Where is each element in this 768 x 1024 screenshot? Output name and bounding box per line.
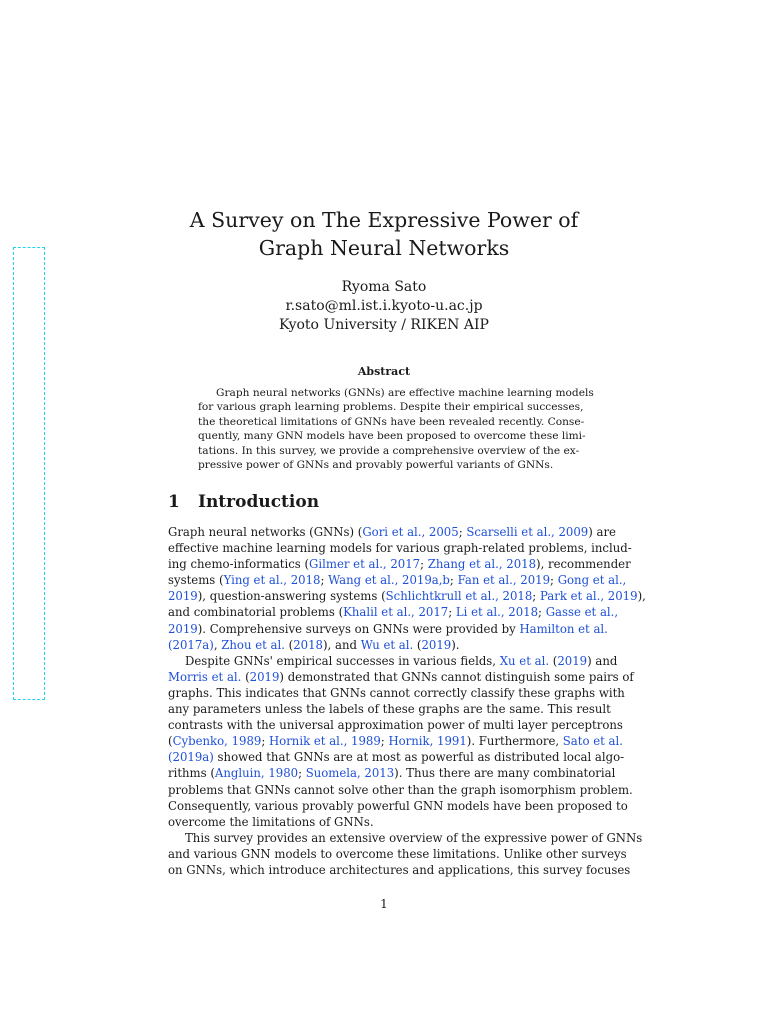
citation-link[interactable]: Wu et al. [360, 637, 414, 652]
citation-link[interactable]: Hornik et al., 1989 [268, 734, 381, 749]
body-text: ; [538, 605, 546, 620]
abstract-heading: Abstract [357, 365, 411, 378]
body-text: and combinatorial problems ( [168, 605, 344, 620]
body-text: ). Furthermore, [466, 734, 563, 749]
abstract-line: tations. In this survey, we provide a comprehensive overview of the ex- [198, 444, 580, 457]
citation-link[interactable]: Hornik, 1991 [388, 734, 467, 749]
body-text: ). Comprehensive surveys on GNNs were provided by [197, 621, 520, 636]
body-text: ), and [323, 637, 361, 652]
author-email: r.sato@ml.ist.i.kyoto-u.ac.jp [285, 298, 483, 314]
body-line [168, 830, 643, 846]
body-line [168, 749, 625, 765]
introduction-text [168, 524, 646, 878]
body-text: effective machine learning models for various graph-related problems, includ- [168, 541, 632, 556]
citation-link[interactable]: 2019 [168, 589, 198, 604]
body-line [168, 733, 623, 749]
body-text: ; [532, 589, 540, 604]
body-line [168, 846, 627, 862]
body-text: any parameters unless the labels of these graphs are the same. This result [168, 702, 611, 717]
body-text: Despite GNNs' empirical successes in various fields, [185, 653, 500, 668]
page-number: 1 [380, 897, 388, 911]
citation-link[interactable]: Morris et al. [168, 669, 242, 684]
citation-link[interactable]: (2019a) [168, 750, 214, 765]
body-text: ( [413, 637, 422, 652]
body-text: ), question-answering systems ( [197, 589, 386, 604]
citation-link[interactable]: Park et al., 2019 [539, 589, 638, 604]
body-text: ; [261, 734, 269, 749]
citation-link[interactable]: Ying et al., 2018 [223, 573, 321, 588]
body-line [168, 637, 600, 653]
citation-link[interactable]: Li et al., 2018 [455, 605, 539, 620]
citation-link[interactable]: Schlichtkrull et al., 2018 [385, 589, 533, 604]
paper-title [168, 206, 600, 262]
body-text: ). [451, 637, 460, 652]
paper-title-line-2: Graph Neural Networks [258, 236, 510, 260]
body-text: ; [449, 573, 458, 588]
body-text: ; [448, 605, 456, 620]
citation-link[interactable]: Gilmer et al., 2017 [309, 557, 421, 572]
abstract-line: for various graph learning problems. Despite their empirical successes, [198, 401, 584, 414]
body-line [168, 814, 600, 830]
body-line [168, 572, 627, 588]
body-text: ; [420, 557, 428, 572]
abstract-line: Graph neural networks (GNNs) are effective machine learning models [216, 387, 594, 399]
citation-link[interactable]: Xu et al. [499, 653, 550, 668]
abstract-line: the theoretical limitations of GNNs have been revealed recently. Conse- [198, 415, 585, 428]
body-text: ; [298, 766, 306, 781]
citation-link[interactable]: Gong et al., [557, 573, 627, 588]
body-text: ) and [587, 653, 618, 668]
body-text: ( [168, 734, 173, 749]
citation-link[interactable]: 2019 [249, 669, 280, 684]
body-text: ; [380, 734, 389, 749]
citation-link[interactable]: Hamilton et al. [519, 621, 608, 636]
body-text: graphs. This indicates that GNNs cannot correctly classify these graphs with [168, 685, 625, 700]
author-affiliation: Kyoto University / RIKEN AIP [279, 317, 489, 333]
body-line [168, 782, 633, 798]
citation-link[interactable]: Wang et al., 2019a,b [328, 573, 450, 588]
citation-link[interactable]: Suomela, 2013 [305, 766, 395, 781]
body-text: ing chemo-informatics ( [168, 557, 310, 572]
body-text: problems that GNNs cannot solve other than the graph isomorphism problem. [168, 782, 633, 797]
citation-link[interactable]: Khalil et al., 2017 [343, 605, 449, 620]
section-number: 1 [168, 492, 180, 512]
body-line [168, 524, 616, 540]
body-text: ). Thus there are many combinatorial [394, 766, 616, 781]
body-text: showed that GNNs are at most as powerful as distributed local algo- [213, 750, 625, 765]
citation-link[interactable]: Cybenko, 1989 [172, 734, 262, 749]
body-text: on GNNs, which introduce architectures and applications, this survey focuses [168, 862, 631, 877]
paper-title-line-1: A Survey on The Expressive Power of [189, 208, 579, 232]
body-line [168, 653, 618, 669]
citation-link[interactable]: 2019 [168, 621, 198, 636]
body-text: ( [549, 653, 558, 668]
citation-link[interactable]: 2018 [293, 637, 323, 652]
body-line [168, 621, 608, 637]
body-text: contrasts with the universal approximation power of multi layer perceptrons [168, 718, 623, 733]
body-line [168, 556, 631, 572]
body-text: , [213, 637, 222, 652]
body-text: Graph neural networks (GNNs) ( [168, 525, 363, 539]
body-text: ), [637, 589, 646, 604]
citation-link[interactable]: Gori et al., 2005 [362, 525, 459, 539]
abstract-line: pressive power of GNNs and provably powerful variants of GNNs. [198, 459, 554, 472]
section-heading [168, 492, 319, 512]
body-text: overcome the limitations of GNNs. [168, 814, 374, 829]
body-line [168, 798, 628, 814]
body-text: and various GNN models to overcome these limitations. Unlike other surveys [168, 846, 627, 861]
citation-link[interactable]: Zhou et al. [221, 637, 285, 652]
body-line [168, 685, 625, 701]
citation-link[interactable]: 2019 [557, 653, 588, 668]
body-text: ; [458, 525, 467, 539]
citation-link[interactable]: Angluin, 1980 [214, 766, 299, 781]
body-text: ( [241, 669, 250, 684]
body-line [168, 717, 623, 733]
body-text: This survey provides an extensive overview of the expressive power of GNNs [185, 830, 643, 845]
abstract-text [198, 386, 594, 472]
arxiv-sidebar-frame [13, 247, 45, 700]
section-title: Introduction [198, 492, 320, 512]
body-line [168, 669, 634, 685]
citation-link[interactable]: Gasse et al., [545, 605, 619, 620]
citation-link[interactable]: Sato et al. [562, 734, 623, 749]
body-line [168, 862, 631, 878]
body-line [168, 604, 619, 620]
body-text: ), recommender [536, 557, 631, 572]
citation-link[interactable]: Fan et al., 2019 [457, 573, 551, 588]
body-text: ; [550, 573, 558, 588]
author-block [168, 278, 600, 335]
citation-link[interactable]: Scarselli et al., 2009 [466, 525, 589, 539]
body-line [168, 701, 611, 717]
body-text: ; [320, 573, 329, 588]
body-text: ( [284, 637, 294, 652]
body-line [168, 765, 616, 781]
body-line [168, 588, 646, 604]
body-text: systems ( [168, 573, 224, 588]
body-text: rithms ( [168, 766, 215, 781]
body-line [168, 540, 632, 556]
author-name: Ryoma Sato [341, 279, 427, 295]
abstract-line: quently, many GNN models have been proposed to overcome these limi- [198, 430, 586, 443]
citation-link[interactable]: Zhang et al., 2018 [427, 557, 537, 572]
body-text: Consequently, various provably powerful GNN models have been proposed to [168, 798, 628, 813]
citation-link[interactable]: (2017a) [168, 637, 214, 652]
body-text: ) are [588, 525, 616, 539]
body-text: ) demonstrated that GNNs cannot distinguish some pairs of [279, 669, 634, 684]
citation-link[interactable]: 2019 [421, 637, 452, 652]
